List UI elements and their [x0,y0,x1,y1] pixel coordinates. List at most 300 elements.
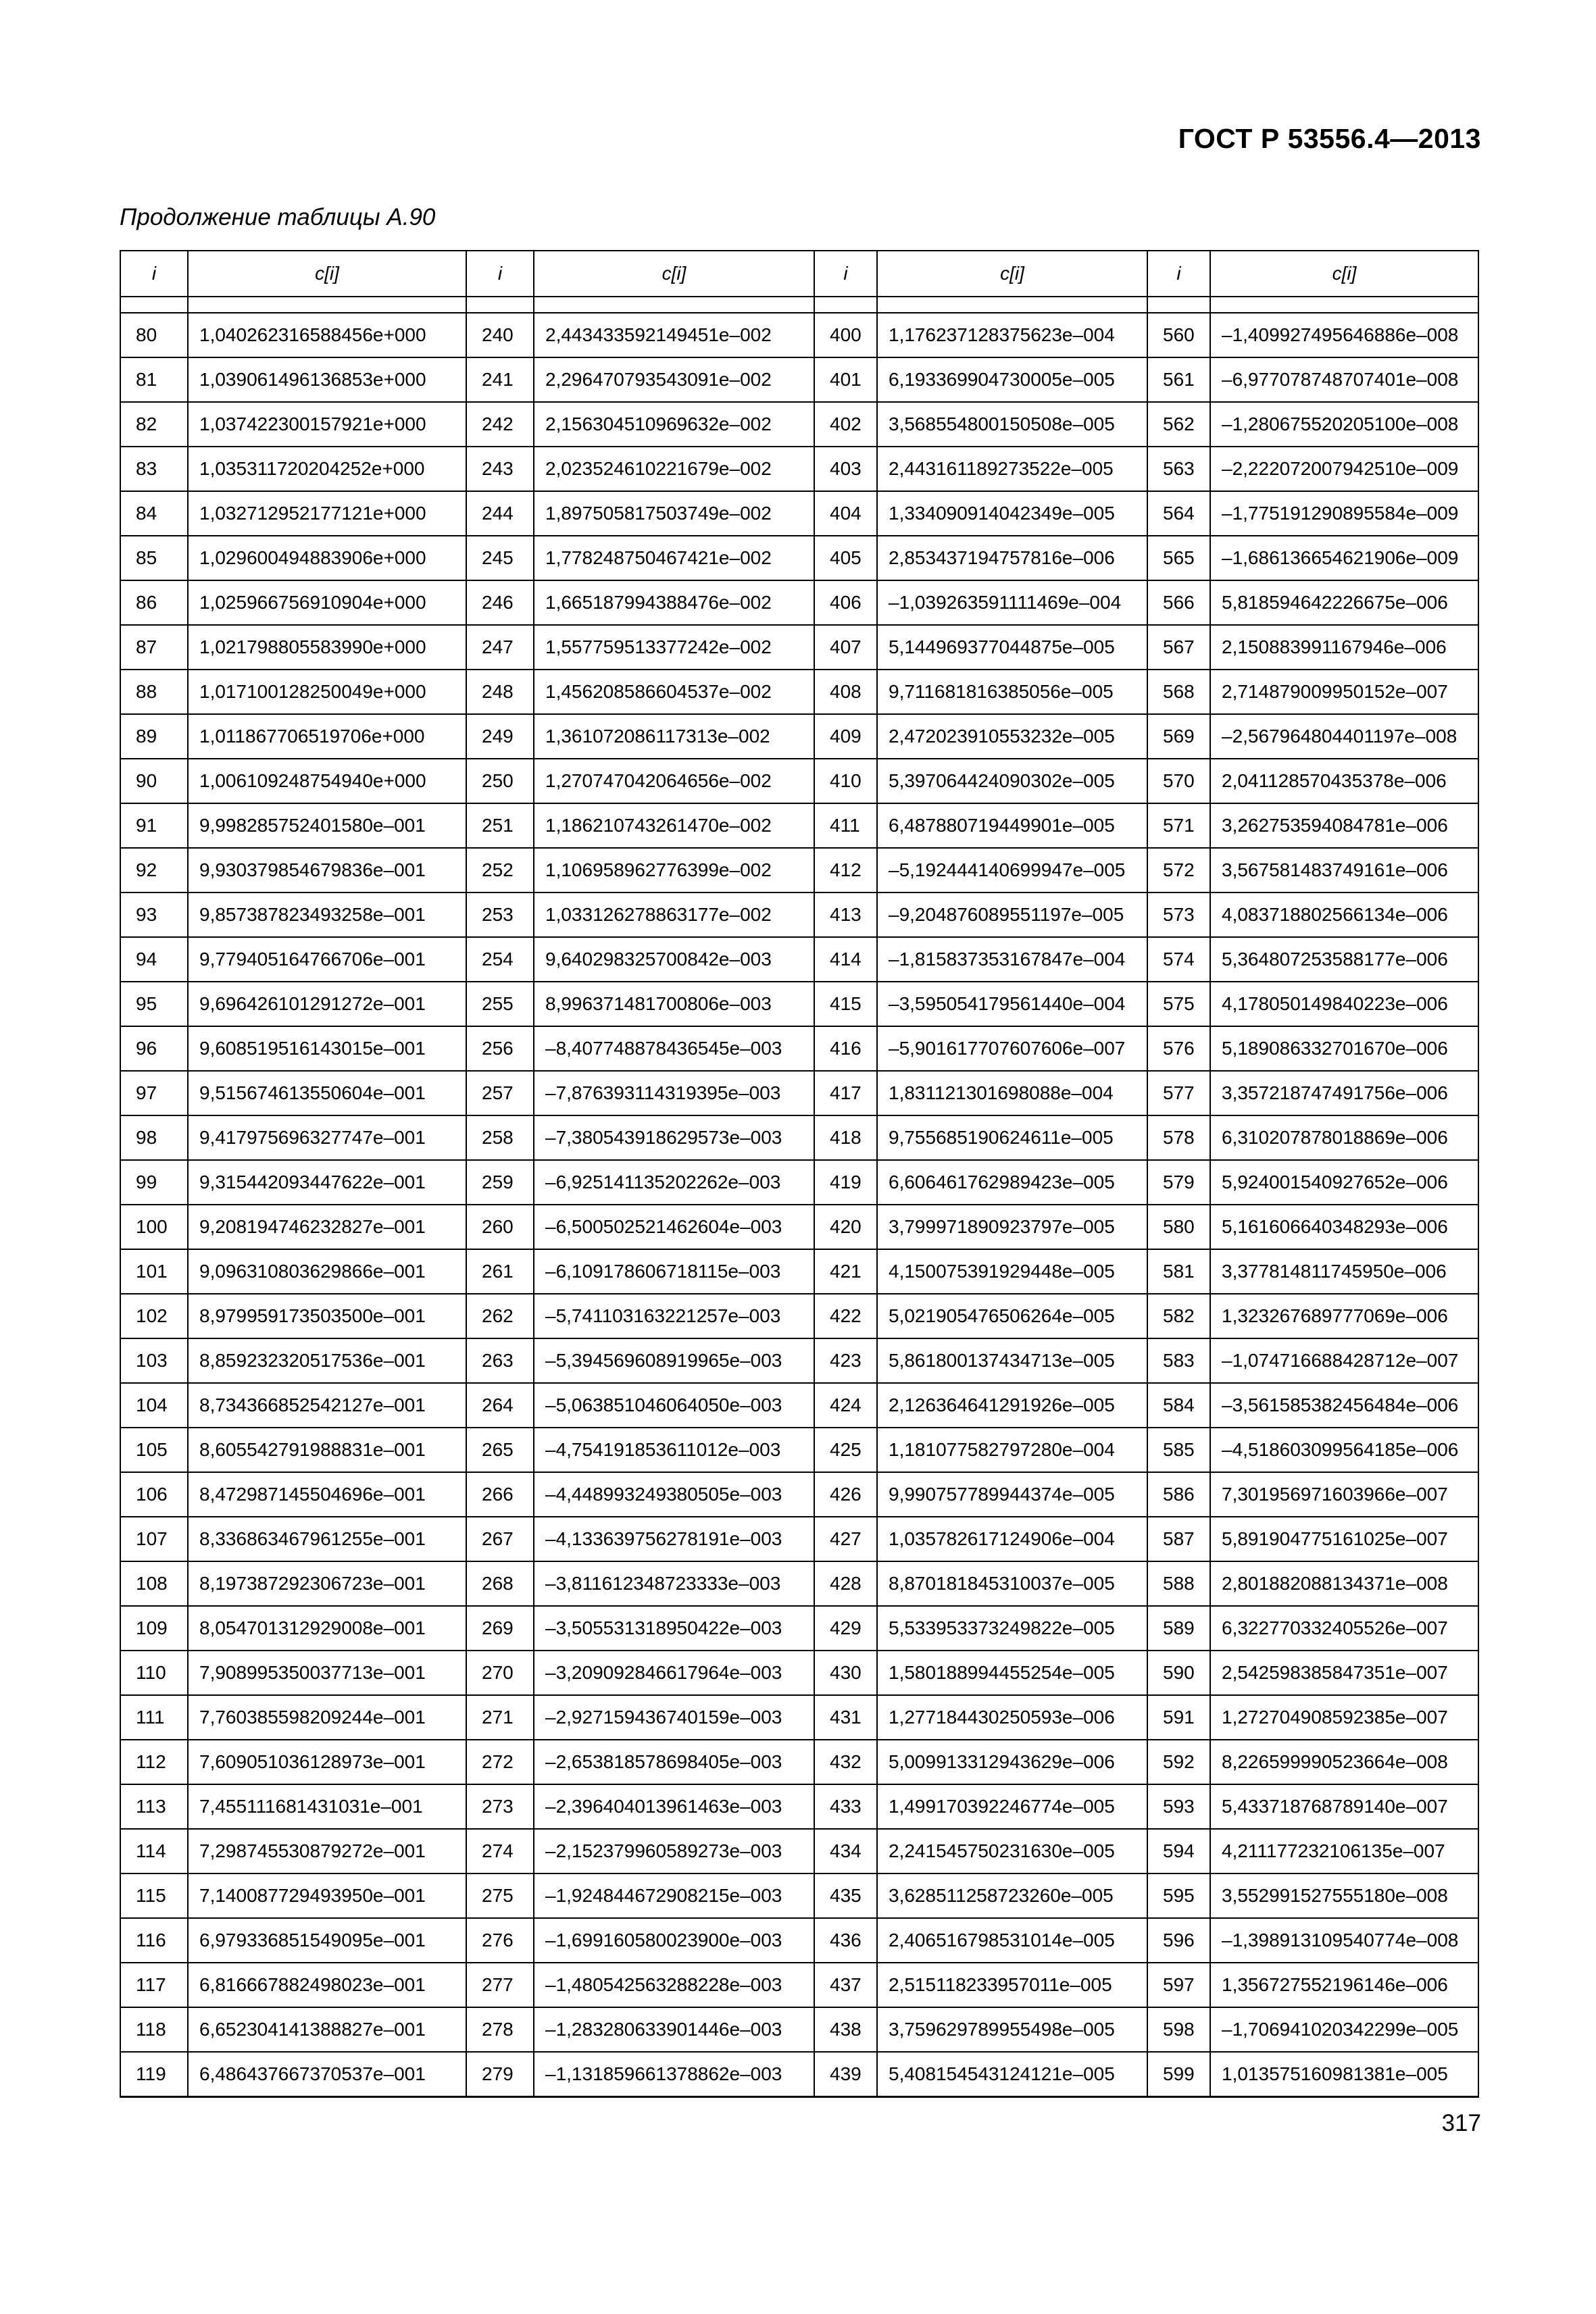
table-row [120,1071,1478,1115]
index-cell: 279 [466,2052,534,2097]
index-cell: 275 [466,1873,534,1918]
coefficient-cell: 5,433718768789140e–007 [1210,1784,1478,1829]
table-row [120,937,1478,982]
coefficient-cell: –1,131859661378862e–003 [534,2052,814,2097]
index-cell: 402 [814,402,877,447]
coefficient-cell: 6,487880719449901e–005 [877,803,1147,848]
coefficient-cell: –6,109178606718115e–003 [534,1249,814,1294]
index-cell: 431 [814,1695,877,1740]
index-cell: 587 [1147,1517,1210,1561]
index-cell: 274 [466,1829,534,1873]
coefficient-cell: 7,760385598209244e–001 [188,1695,466,1740]
coefficient-cell: 1,580188994455254e–005 [877,1651,1147,1695]
coefficient-cell: 9,096310803629866e–001 [188,1249,466,1294]
index-cell: 596 [1147,1918,1210,1963]
table-row [120,759,1478,803]
coefficient-cell: –1,039263591111469e–004 [877,580,1147,625]
coefficient-cell: 6,310207878018869e–006 [1210,1115,1478,1160]
index-cell: 257 [466,1071,534,1115]
coefficient-cell: –3,595054179561440e–004 [877,982,1147,1026]
coefficient-cell: 2,472023910553232e–005 [877,714,1147,759]
coefficient-cell: 5,818594642226675e–006 [1210,580,1478,625]
index-cell: 114 [120,1829,188,1873]
column-header-i: i [120,251,188,297]
coefficient-cell: 4,178050149840223e–006 [1210,982,1478,1026]
index-cell: 586 [1147,1472,1210,1517]
coefficient-cell: –6,925141135202262e–003 [534,1160,814,1205]
index-cell: 95 [120,982,188,1026]
table-row [120,714,1478,759]
index-cell: 81 [120,357,188,402]
coefficient-cell: 8,979959173503500e–001 [188,1294,466,1338]
coefficient-cell: –1,398913109540774e–008 [1210,1918,1478,1963]
index-cell: 85 [120,536,188,580]
coefficient-cell: –7,876393114319395e–003 [534,1071,814,1115]
index-cell: 406 [814,580,877,625]
coefficient-cell: 1,176237128375623e–004 [877,313,1147,357]
coefficient-cell: 2,296470793543091e–002 [534,357,814,402]
spacer-cell [534,297,814,313]
index-cell: 583 [1147,1338,1210,1383]
coefficient-cell: 7,908995350037713e–001 [188,1651,466,1695]
coefficient-cell: –6,977078748707401e–008 [1210,357,1478,402]
coefficient-cell: 5,533953373249822e–005 [877,1606,1147,1651]
spacer-cell [1147,297,1210,313]
index-cell: 438 [814,2007,877,2052]
spacer-cell [120,297,188,313]
index-cell: 413 [814,892,877,937]
column-header-c: c[i] [877,251,1147,297]
coefficient-cell: –1,775191290895584e–009 [1210,491,1478,536]
coefficient-cell: –1,686136654621906e–009 [1210,536,1478,580]
spacer-cell [1210,297,1478,313]
index-cell: 99 [120,1160,188,1205]
coefficient-cell: –1,699160580023900e–003 [534,1918,814,1963]
coefficient-cell: –1,706941020342299e–005 [1210,2007,1478,2052]
index-cell: 80 [120,313,188,357]
index-cell: 113 [120,1784,188,1829]
index-cell: 256 [466,1026,534,1071]
index-cell: 560 [1147,313,1210,357]
coefficient-cell: 2,023524610221679e–002 [534,447,814,491]
index-cell: 582 [1147,1294,1210,1338]
table-row [120,803,1478,848]
index-cell: 433 [814,1784,877,1829]
coefficient-cell: –1,409927495646886e–008 [1210,313,1478,357]
table-row [120,1561,1478,1606]
coefficient-cell: 9,640298325700842e–003 [534,937,814,982]
column-header-i: i [1147,251,1210,297]
index-cell: 246 [466,580,534,625]
index-cell: 415 [814,982,877,1026]
table-row [120,625,1478,670]
index-cell: 116 [120,1918,188,1963]
coefficient-cell: 1,021798805583990e+000 [188,625,466,670]
index-cell: 270 [466,1651,534,1695]
coefficient-cell: 1,106958962776399e–002 [534,848,814,892]
coefficient-cell: 5,408154543124121e–005 [877,2052,1147,2097]
index-cell: 268 [466,1561,534,1606]
index-cell: 599 [1147,2052,1210,2097]
coefficient-cell: 9,755685190624611e–005 [877,1115,1147,1160]
spacer-cell [188,297,466,313]
coefficient-cell: –2,396404013961463e–003 [534,1784,814,1829]
table-row [120,1026,1478,1071]
index-cell: 590 [1147,1651,1210,1695]
coefficient-cell: –1,074716688428712e–007 [1210,1338,1478,1383]
index-cell: 418 [814,1115,877,1160]
index-cell: 439 [814,2052,877,2097]
coefficient-cell: 6,606461762989423e–005 [877,1160,1147,1205]
index-cell: 119 [120,2052,188,2097]
table-row [120,1115,1478,1160]
coefficient-cell: 5,924001540927652e–006 [1210,1160,1478,1205]
coefficient-cell: 1,025966756910904e+000 [188,580,466,625]
coefficient-cell: 3,377814811745950e–006 [1210,1249,1478,1294]
coefficient-cell: 8,996371481700806e–003 [534,982,814,1026]
coefficient-cell: 3,568554800150508e–005 [877,402,1147,447]
index-cell: 272 [466,1740,534,1784]
coefficient-cell: 1,557759513377242e–002 [534,625,814,670]
index-cell: 419 [814,1160,877,1205]
index-cell: 245 [466,536,534,580]
index-cell: 414 [814,937,877,982]
coefficient-cell: 2,241545750231630e–005 [877,1829,1147,1873]
index-cell: 244 [466,491,534,536]
coefficient-cell: 4,083718802566134e–006 [1210,892,1478,937]
index-cell: 91 [120,803,188,848]
table-row [120,1205,1478,1249]
index-cell: 580 [1147,1205,1210,1249]
index-cell: 598 [1147,2007,1210,2052]
coefficient-cell: 8,336863467961255e–001 [188,1517,466,1561]
index-cell: 579 [1147,1160,1210,1205]
spacer-cell [877,297,1147,313]
table-row [120,1695,1478,1740]
index-cell: 575 [1147,982,1210,1026]
coefficient-cell: 1,181077582797280e–004 [877,1428,1147,1472]
coefficient-cell: 1,040262316588456e+000 [188,313,466,357]
index-cell: 410 [814,759,877,803]
index-cell: 401 [814,357,877,402]
index-cell: 249 [466,714,534,759]
table-row [120,313,1478,357]
index-cell: 434 [814,1829,877,1873]
index-cell: 242 [466,402,534,447]
header-spacer-row [120,297,1478,313]
index-cell: 595 [1147,1873,1210,1918]
index-cell: 426 [814,1472,877,1517]
coefficient-cell: 1,033126278863177e–002 [534,892,814,937]
coefficient-cell: 1,006109248754940e+000 [188,759,466,803]
index-cell: 577 [1147,1071,1210,1115]
index-cell: 241 [466,357,534,402]
spacer-cell [466,297,534,313]
index-cell: 253 [466,892,534,937]
index-cell: 93 [120,892,188,937]
index-cell: 565 [1147,536,1210,580]
coefficient-cell: 1,017100128250049e+000 [188,670,466,714]
index-cell: 417 [814,1071,877,1115]
index-cell: 435 [814,1873,877,1918]
coefficient-cell: –5,901617707607606e–007 [877,1026,1147,1071]
table-row [120,1829,1478,1873]
coefficient-cell: 9,208194746232827e–001 [188,1205,466,1249]
index-cell: 432 [814,1740,877,1784]
coefficient-cell: 7,301956971603966e–007 [1210,1472,1478,1517]
coefficient-cell: 8,197387292306723e–001 [188,1561,466,1606]
coefficient-cell: 9,857387823493258e–001 [188,892,466,937]
index-cell: 430 [814,1651,877,1695]
index-cell: 108 [120,1561,188,1606]
index-cell: 422 [814,1294,877,1338]
index-cell: 573 [1147,892,1210,937]
coefficient-cell: 2,406516798531014e–005 [877,1918,1147,1963]
coefficient-cell: –1,815837353167847e–004 [877,937,1147,982]
coefficient-cell: 1,456208586604537e–002 [534,670,814,714]
coefficient-cell: –1,283280633901446e–003 [534,2007,814,2052]
coefficient-cell: –4,448993249380505e–003 [534,1472,814,1517]
coefficient-cell: 1,778248750467421e–002 [534,536,814,580]
index-cell: 252 [466,848,534,892]
index-cell: 110 [120,1651,188,1695]
index-cell: 87 [120,625,188,670]
index-cell: 407 [814,625,877,670]
index-cell: 425 [814,1428,877,1472]
coefficient-cell: 2,542598385847351e–007 [1210,1651,1478,1695]
table-row [120,1873,1478,1918]
coefficient-cell: 6,652304141388827e–001 [188,2007,466,2052]
coefficient-cell: 1,037422300157921e+000 [188,402,466,447]
index-cell: 576 [1147,1026,1210,1071]
page-number: 317 [1441,2110,1481,2136]
table-row [120,2007,1478,2052]
index-cell: 266 [466,1472,534,1517]
table-row [120,447,1478,491]
coefficient-cell: –4,133639756278191e–003 [534,1517,814,1561]
index-cell: 265 [466,1428,534,1472]
index-cell: 247 [466,625,534,670]
coefficient-cell: 1,277184430250593e–006 [877,1695,1147,1740]
coefficient-cell: 2,126364641291926e–005 [877,1383,1147,1428]
index-cell: 591 [1147,1695,1210,1740]
index-cell: 117 [120,1963,188,2007]
coefficient-cell: 9,998285752401580e–001 [188,803,466,848]
coefficient-cell: –6,500502521462604e–003 [534,1205,814,1249]
coefficient-cell: –9,204876089551197e–005 [877,892,1147,937]
coefficient-cell: 8,734366852542127e–001 [188,1383,466,1428]
coefficient-cell: –5,394569608919965e–003 [534,1338,814,1383]
index-cell: 243 [466,447,534,491]
column-header-c: c[i] [188,251,466,297]
index-cell: 262 [466,1294,534,1338]
coefficient-cell: 4,150075391929448e–005 [877,1249,1147,1294]
coefficient-cell: –8,407748878436545e–003 [534,1026,814,1071]
index-cell: 563 [1147,447,1210,491]
coefficient-cell: 3,552991527555180e–008 [1210,1873,1478,1918]
coefficient-cell: 1,356727552196146e–006 [1210,1963,1478,2007]
index-cell: 267 [466,1517,534,1561]
coefficient-cell: 1,029600494883906e+000 [188,536,466,580]
coefficient-table [120,250,1479,2098]
coefficient-cell: 1,035782617124906e–004 [877,1517,1147,1561]
coefficient-cell: –3,209092846617964e–003 [534,1651,814,1695]
coefficient-cell: 1,270747042064656e–002 [534,759,814,803]
index-cell: 429 [814,1606,877,1651]
index-cell: 250 [466,759,534,803]
coefficient-cell: 2,714879009950152e–007 [1210,670,1478,714]
table-row [120,2052,1478,2097]
coefficient-cell: 3,567581483749161e–006 [1210,848,1478,892]
coefficient-cell: 8,472987145504696e–001 [188,1472,466,1517]
table-row [120,491,1478,536]
coefficient-cell: 6,979336851549095e–001 [188,1918,466,1963]
coefficient-cell: –5,063851046064050e–003 [534,1383,814,1428]
coefficient-cell: 5,189086332701670e–006 [1210,1026,1478,1071]
index-cell: 264 [466,1383,534,1428]
table-row [120,1160,1478,1205]
coefficient-cell: 7,455111681431031e–001 [188,1784,466,1829]
coefficient-cell: 1,831121301698088e–004 [877,1071,1147,1115]
index-cell: 427 [814,1517,877,1561]
index-cell: 100 [120,1205,188,1249]
index-cell: 408 [814,670,877,714]
table-caption: Продолжение таблицы А.90 [120,204,436,230]
index-cell: 103 [120,1338,188,1383]
coefficient-cell: –5,192444140699947e–005 [877,848,1147,892]
coefficient-cell: 5,009913312943629e–006 [877,1740,1147,1784]
table-row [120,1383,1478,1428]
coefficient-cell: 1,032712952177121e+000 [188,491,466,536]
index-cell: 105 [120,1428,188,1472]
coefficient-cell: –5,741103163221257e–003 [534,1294,814,1338]
coefficient-cell: 2,156304510969632e–002 [534,402,814,447]
coefficient-cell: 1,334090914042349e–005 [877,491,1147,536]
index-cell: 584 [1147,1383,1210,1428]
spacer-cell [814,297,877,313]
coefficient-cell: 5,861800137434713e–005 [877,1338,1147,1383]
index-cell: 423 [814,1338,877,1383]
coefficient-cell: 9,515674613550604e–001 [188,1071,466,1115]
coefficient-cell: 7,298745530879272e–001 [188,1829,466,1873]
coefficient-cell: 3,357218747491756e–006 [1210,1071,1478,1115]
index-cell: 411 [814,803,877,848]
coefficient-cell: 8,226599990523664e–008 [1210,1740,1478,1784]
index-cell: 578 [1147,1115,1210,1160]
index-cell: 86 [120,580,188,625]
index-cell: 89 [120,714,188,759]
table-row [120,982,1478,1026]
table-row [120,848,1478,892]
index-cell: 594 [1147,1829,1210,1873]
table-row [120,402,1478,447]
index-cell: 400 [814,313,877,357]
coefficient-cell: 3,759629789955498e–005 [877,2007,1147,2052]
index-cell: 106 [120,1472,188,1517]
table-row [120,1517,1478,1561]
index-cell: 436 [814,1918,877,1963]
index-cell: 273 [466,1784,534,1829]
column-header-c: c[i] [1210,251,1478,297]
coefficient-cell: 1,039061496136853e+000 [188,357,466,402]
coefficient-cell: –4,754191853611012e–003 [534,1428,814,1472]
coefficient-cell: 7,609051036128973e–001 [188,1740,466,1784]
index-cell: 96 [120,1026,188,1071]
coefficient-cell: 3,628511258723260e–005 [877,1873,1147,1918]
index-cell: 101 [120,1249,188,1294]
index-cell: 261 [466,1249,534,1294]
coefficient-cell: –1,924844672908215e–003 [534,1873,814,1918]
index-cell: 588 [1147,1561,1210,1606]
index-cell: 585 [1147,1428,1210,1472]
index-cell: 403 [814,447,877,491]
coefficient-cell: 9,315442093447622e–001 [188,1160,466,1205]
coefficient-cell: 2,515118233957011e–005 [877,1963,1147,2007]
coefficient-cell: 6,193369904730005e–005 [877,357,1147,402]
index-cell: 569 [1147,714,1210,759]
coefficient-cell: –2,927159436740159e–003 [534,1695,814,1740]
coefficient-cell: 6,322770332405526e–007 [1210,1606,1478,1651]
index-cell: 574 [1147,937,1210,982]
index-cell: 259 [466,1160,534,1205]
coefficient-cell: 2,801882088134371e–008 [1210,1561,1478,1606]
index-cell: 589 [1147,1606,1210,1651]
index-cell: 277 [466,1963,534,2007]
index-cell: 111 [120,1695,188,1740]
standard-designation: ГОСТ Р 53556.4—2013 [1178,123,1481,154]
index-cell: 115 [120,1873,188,1918]
coefficient-cell: 2,041128570435378e–006 [1210,759,1478,803]
coefficient-cell: 1,013575160981381e–005 [1210,2052,1478,2097]
coefficient-cell: 2,443161189273522e–005 [877,447,1147,491]
index-cell: 251 [466,803,534,848]
table-row [120,1472,1478,1517]
index-cell: 564 [1147,491,1210,536]
index-cell: 258 [466,1115,534,1160]
index-cell: 82 [120,402,188,447]
coefficient-cell: 8,859232320517536e–001 [188,1338,466,1383]
coefficient-cell: 2,443433592149451e–002 [534,313,814,357]
table-row [120,1606,1478,1651]
coefficient-cell: 5,397064424090302e–005 [877,759,1147,803]
index-cell: 405 [814,536,877,580]
index-cell: 561 [1147,357,1210,402]
index-cell: 567 [1147,625,1210,670]
index-cell: 107 [120,1517,188,1561]
index-cell: 571 [1147,803,1210,848]
index-cell: 421 [814,1249,877,1294]
table-row [120,1918,1478,1963]
index-cell: 404 [814,491,877,536]
coefficient-cell: –2,222072007942510e–009 [1210,447,1478,491]
table-row [120,1249,1478,1294]
coefficient-cell: 5,364807253588177e–006 [1210,937,1478,982]
index-cell: 428 [814,1561,877,1606]
index-cell: 263 [466,1338,534,1383]
coefficient-cell: 9,696426101291272e–001 [188,982,466,1026]
coefficient-cell: 8,605542791988831e–001 [188,1428,466,1472]
coefficient-cell: 8,870181845310037e–005 [877,1561,1147,1606]
table-row [120,357,1478,402]
index-cell: 98 [120,1115,188,1160]
index-cell: 278 [466,2007,534,2052]
column-header-c: c[i] [534,251,814,297]
table-row [120,580,1478,625]
index-cell: 424 [814,1383,877,1428]
index-cell: 94 [120,937,188,982]
coefficient-cell: 1,323267689777069e–006 [1210,1294,1478,1338]
coefficient-cell: 5,021905476506264e–005 [877,1294,1147,1338]
